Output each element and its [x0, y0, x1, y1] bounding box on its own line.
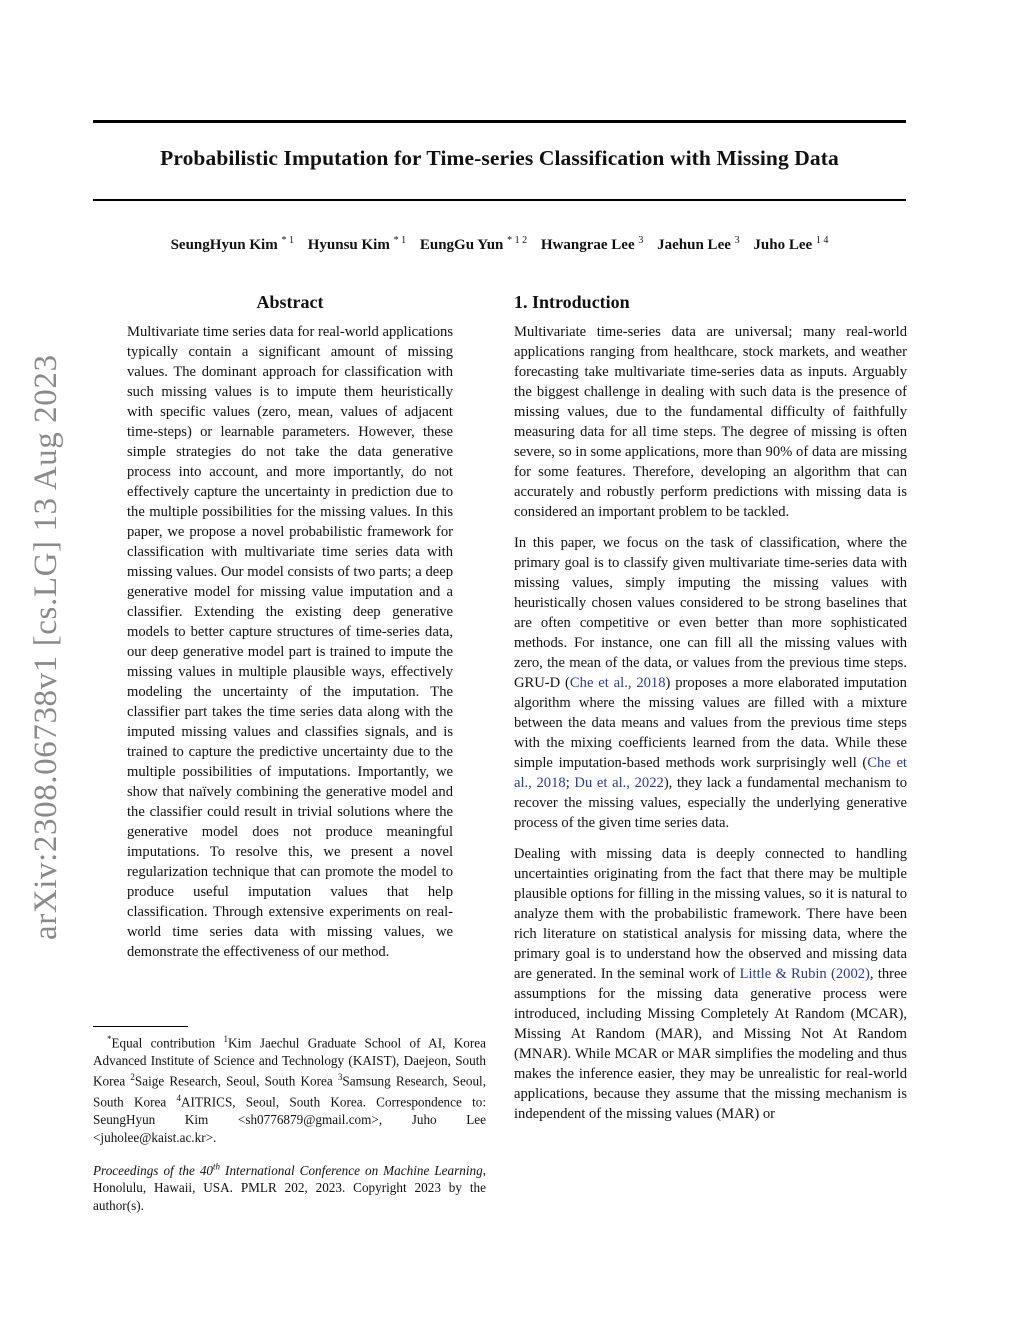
author [541, 235, 643, 254]
author-affiliation-marks: 3 [734, 235, 740, 246]
proceedings-note: Proceedings of the 40th International Conference on Machine Learning, Honolulu, Hawaii, USA. PMLR 202, 2023. Copyright 2023 by the author(s). [93, 1161, 486, 1213]
citation-link[interactable]: Little & Rubin (2002) [739, 966, 870, 982]
author-name: SeungHyun Kim [170, 237, 278, 253]
footnote-rule [93, 1026, 188, 1027]
author-name: Hyunsu Kim [307, 237, 390, 253]
author-affiliation-marks: * 1 2 [507, 235, 528, 246]
left-column [127, 292, 453, 962]
citation-link[interactable]: Che et al., 2018 [514, 755, 907, 791]
citation-link[interactable]: Che et al., 2018 [569, 675, 666, 691]
abstract-heading: Abstract [256, 292, 324, 312]
arxiv-identifier: arXiv:2308.06738v1 [cs.LG] 13 Aug 2023 [28, 354, 64, 940]
author [657, 235, 740, 254]
intro-paragraph-2: In this paper, we focus on the task of classification, where the primary goal is to classify given multivariate time-series data with missing values, simply imputing the missing values with heuristically chosen values considered to be strong baselines that are often competitive or even better than more sophisticated methods. For instance, one can fill all the missing values with zero, the mean of the data, or values from the previous time steps. GRU-D (Che et al., 2018) proposes a more elaborated imputation algorithm where the missing values are filled with a mixture between the data means and values from the previous time steps with the mixing coefficients learned from the data. While these simple imputation-based methods work surprisingly well (Che et al., 2018; Du et al., 2022), they lack a fundamental mechanism to recover the missing values, especially the underlying generative process of the given time series data. [514, 535, 907, 831]
footnotes [93, 1026, 486, 1214]
title-top-rule [93, 120, 906, 123]
author-affiliation-marks: * 1 [281, 235, 294, 246]
citation-link[interactable]: Du et al., 2022 [574, 775, 664, 791]
author-affiliation-marks: 3 [638, 235, 644, 246]
title-bottom-rule [93, 199, 906, 201]
author [420, 235, 527, 254]
author-name: Juho Lee [753, 237, 813, 253]
correspondence: Correspondence to: SeungHyun Kim <sh0776879@gmail.com>, Juho Lee <juholee@kaist.ac.kr>. [93, 1094, 487, 1145]
author-affiliation-marks: * 1 [393, 235, 407, 246]
author [753, 235, 828, 254]
paper-title: Probabilistic Imputation for Time-series Classification with Missing Data [160, 146, 839, 170]
author-name: Hwangrae Lee [540, 237, 635, 253]
introduction-heading: 1. Introduction [514, 292, 630, 312]
intro-paragraph-3: Dealing with missing data is deeply connected to handling uncertainties originating from the fact that there may be multiple plausible options for filling in the missing values, so it is natural to analyze them with the probabilistic framework. There have been rich literature on statistical analysis for missing data, where the primary goal is to understand how the observed and missing data are generated. In the seminal work of Little & Rubin (2002), three assumptions for the missing data generative process were introduced, including Missing Completely At Random (MCAR), Missing At Random (MAR), and Missing Not At Random (MNAR). While MCAR or MAR simplifies the modeling and thus makes the inference easier, they may be unrealistic for real-world applications, because they assume that the missing mechanism is independent of the missing values (MAR) or [514, 846, 907, 1122]
author [308, 235, 406, 254]
author-list [93, 235, 906, 254]
abstract-text: Multivariate time series data for real-world applications typically contain a significant amount of missing values. The dominant approach for classification with such missing values is to impute them heuristically with specific values (zero, mean, values of adjacent time-steps) or learnable parameters. However, these simple strategies do not take the data generative process into account, and more importantly, do not effectively capture the uncertainty in prediction due to the multiple possibilities for the missing values. In this paper, we propose a novel probabilistic framework for classification with multivariate time series data with missing values. Our model consists of two parts; a deep generative model for missing value imputation and a classifier. Extending the existing deep generative models to better capture structures of time-series data, our deep generative model part is trained to impute the missing values in multiple plausible ways, effectively modeling the uncertainty of the imputation. The classifier part takes the time series data along with the imputed missing values and classifies signals, and is trained to capture the predictive uncertainty due to the multiple possibilities of imputations. Importantly, we show that naïvely combining the generative model and the classifier could result in trivial solutions where the generative model does not produce meaningful imputations. To resolve this, we present a novel regularization technique that can promote the model to produce useful imputation values that help classification. Through extensive experiments on real-world time series data with missing values, we demonstrate the effectiveness of our method. [127, 324, 453, 960]
author-name: Jaehun Lee [657, 237, 731, 253]
intro-paragraph-1: Multivariate time-series data are universal; many real-world applications ranging from healthcare, stock markets, and weather forecasting take multivariate time-series data as inputs. Arguably the biggest challenge in dealing with such data is the presence of missing values, due to the fundamental difficulty of faithfully measuring data for all time steps. The degree of missing is often severe, so in some applications, more than 90% of data are missing for some features. Therefore, developing an algorithm that can accurately and robustly perform predictions with missing data is considered an important problem to be tackled. [514, 324, 907, 520]
affiliation-footnote: *Equal contribution $^1$Kim Jaechul Graduate School of AI, Korea Advanced Institute of Science and Technology (KAIST), Daejeon, South Korea $^2$Saige Research, Seoul, South Korea $^3$Samsung Research, Seoul, South Korea $^4$AITRICS, Seoul, South Korea. Correspondence to: SeungHyun Kim <sh0776879@gmail.com>, Juho Lee <juholee@kaist.ac.kr>. [93, 1034, 487, 1145]
author-affiliation-marks: 1 4 [815, 235, 829, 246]
author [171, 235, 294, 254]
right-column [514, 292, 907, 1135]
author-name: EungGu Yun [419, 237, 504, 253]
